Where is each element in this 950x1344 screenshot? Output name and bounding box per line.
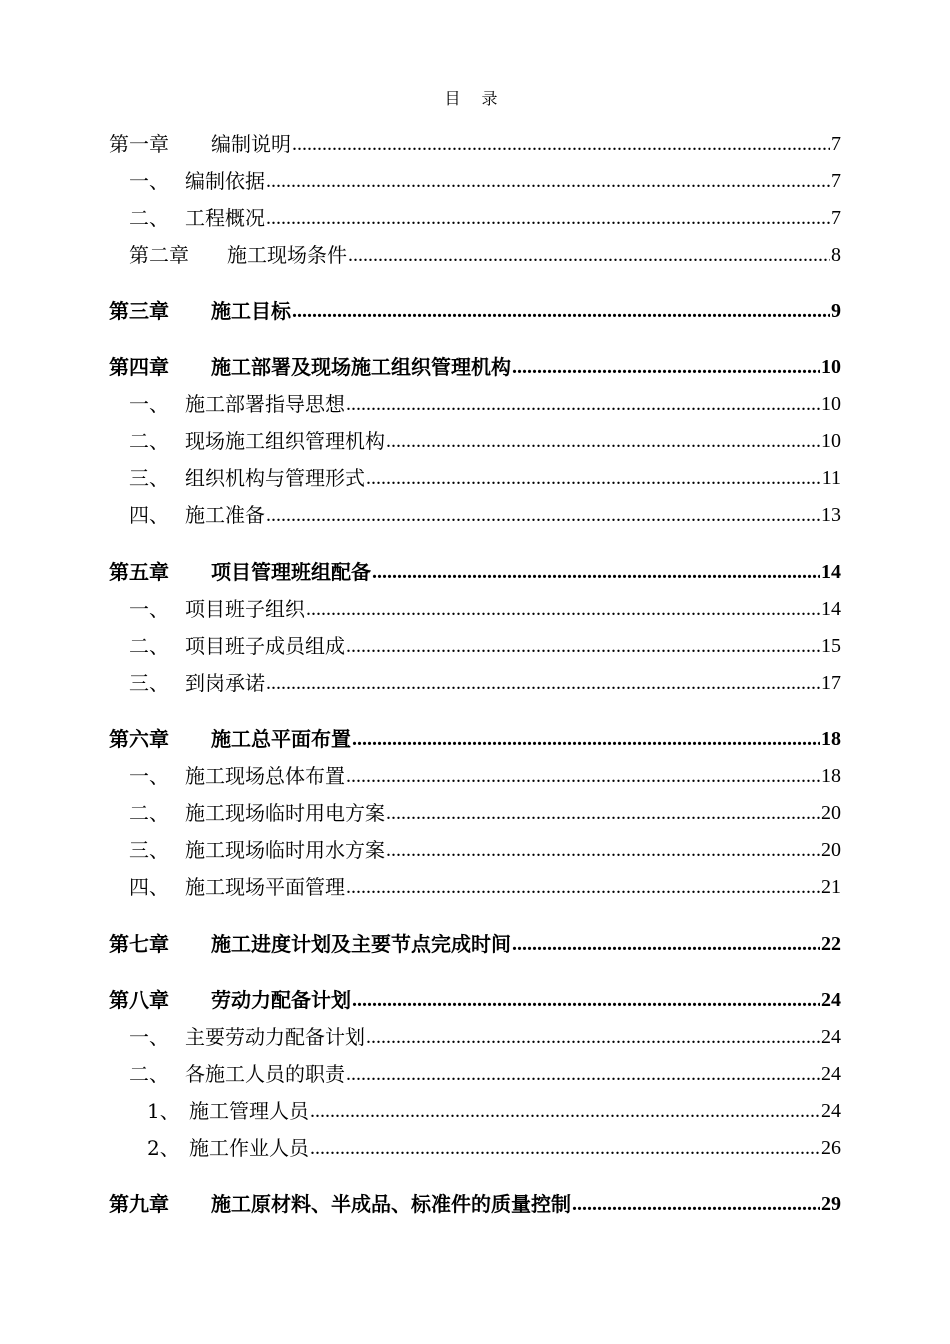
entry-page: 18 [821,765,841,787]
dot-leader [292,131,830,157]
dot-leader [310,1098,820,1124]
entry-label: 编制说明 [211,132,291,156]
toc-entry[interactable] [129,238,841,268]
dot-leader [372,559,820,585]
dot-leader [266,205,830,231]
entry-number: 第四章 [109,355,169,379]
entry-label: 施工总平面布置 [211,727,351,751]
toc-entry[interactable] [129,498,841,528]
dot-leader [366,465,821,491]
entry-number: 四、 [129,503,169,527]
entry-number: 第六章 [109,727,169,751]
entry-page: 7 [831,133,841,155]
entry-page: 24 [821,989,841,1011]
entry-number: 一、 [129,597,169,621]
entry-label: 主要劳动力配备计划 [185,1025,365,1049]
entry-page: 10 [821,356,841,378]
toc-entry[interactable] [129,1057,841,1087]
entry-number: 第九章 [109,1192,169,1216]
entry-number: 二、 [129,429,169,453]
entry-label: 施工现场平面管理 [185,875,345,899]
entry-page: 8 [831,244,841,266]
entry-number: 二、 [129,634,169,658]
toc-entry[interactable] [109,1187,841,1217]
entry-page: 21 [821,876,841,898]
entry-label: 到岗承诺 [185,671,265,695]
entry-label: 现场施工组织管理机构 [185,429,385,453]
toc-entry[interactable] [147,1131,841,1161]
entry-label: 施工现场临时用水方案 [185,838,385,862]
dot-leader [306,596,820,622]
entry-label: 施工准备 [185,503,265,527]
entry-number: 一、 [129,1025,169,1049]
entry-number: 第七章 [109,932,169,956]
dot-leader [346,763,820,789]
toc-entry[interactable] [147,1094,841,1124]
entry-number: 第三章 [109,299,169,323]
dot-leader [292,298,830,324]
entry-page: 10 [821,430,841,452]
toc-entry[interactable] [109,294,841,324]
toc-entry[interactable] [129,164,841,194]
dot-leader [346,874,820,900]
entry-label: 施工原材料、半成品、标准件的质量控制 [211,1192,571,1216]
entry-page: 24 [821,1026,841,1048]
entry-number: 二、 [129,206,169,230]
entry-label: 各施工人员的职责 [185,1062,345,1086]
entry-number: 2、 [147,1136,180,1160]
toc-entry[interactable] [129,424,841,454]
entry-number: 二、 [129,1062,169,1086]
entry-label: 施工目标 [211,299,291,323]
toc-entry[interactable] [129,870,841,900]
dot-leader [386,800,820,826]
entry-page: 13 [821,504,841,526]
entry-number: 一、 [129,169,169,193]
toc-entry[interactable] [109,350,841,380]
toc-entry[interactable] [129,759,841,789]
entry-label: 施工部署及现场施工组织管理机构 [211,355,511,379]
entry-label: 编制依据 [185,169,265,193]
toc-entry[interactable] [109,927,841,957]
entry-label: 项目班子成员组成 [185,634,345,658]
toc-entry[interactable] [109,722,841,752]
entry-page: 15 [821,635,841,657]
entry-number: 三、 [129,466,169,490]
dot-leader [386,837,820,863]
entry-page: 24 [821,1100,841,1122]
entry-label: 劳动力配备计划 [211,988,351,1012]
entry-number: 三、 [129,671,169,695]
entry-number: 第二章 [129,243,189,267]
entry-number: 第五章 [109,560,169,584]
entry-label: 施工部署指导思想 [185,392,345,416]
dot-leader [266,168,830,194]
entry-page: 7 [831,170,841,192]
entry-page: 9 [831,300,841,322]
dot-leader [366,1024,820,1050]
entry-page: 22 [821,933,841,955]
toc-entry[interactable] [129,796,841,826]
toc-entry[interactable] [109,983,841,1013]
toc-entry[interactable] [109,555,841,585]
toc-entry[interactable] [129,629,841,659]
dot-leader [346,391,820,417]
entry-page: 7 [831,207,841,229]
toc-entry[interactable] [129,592,841,622]
entry-label: 项目管理班组配备 [211,560,371,584]
entry-number: 第一章 [109,132,169,156]
entry-label: 施工进度计划及主要节点完成时间 [211,932,511,956]
dot-leader [348,242,830,268]
entry-page: 26 [821,1137,841,1159]
dot-leader [352,987,820,1013]
entry-page: 11 [821,467,841,489]
entry-number: 三、 [129,838,169,862]
entry-page: 29 [821,1193,841,1215]
entry-label: 施工现场条件 [227,243,347,267]
dot-leader [266,502,820,528]
toc-entry[interactable] [129,461,841,491]
entry-label: 施工作业人员 [189,1136,309,1160]
dot-leader [352,726,820,752]
entry-page: 20 [821,839,841,861]
entry-page: 10 [821,393,841,415]
entry-number: 第八章 [109,988,169,1012]
entry-number: 一、 [129,392,169,416]
dot-leader [346,1061,820,1087]
entry-page: 17 [821,672,841,694]
toc-entry[interactable] [129,833,841,863]
entry-number: 四、 [129,875,169,899]
entry-page: 18 [821,728,841,750]
entry-number: 一、 [129,764,169,788]
entry-page: 20 [821,802,841,824]
dot-leader [512,354,820,380]
toc-entry[interactable] [129,201,841,231]
dot-leader [512,931,820,957]
toc-entry[interactable] [129,666,841,696]
entry-number: 二、 [129,801,169,825]
entry-page: 24 [821,1063,841,1085]
dot-leader [386,428,820,454]
entry-page: 14 [821,598,841,620]
toc-title: 目 录 [444,89,506,108]
dot-leader [310,1135,820,1161]
entry-label: 施工现场临时用电方案 [185,801,385,825]
toc-entry[interactable] [129,387,841,417]
entry-label: 工程概况 [185,206,265,230]
dot-leader [346,633,820,659]
entry-label: 施工管理人员 [189,1099,309,1123]
dot-leader [572,1191,820,1217]
entry-label: 项目班子组织 [185,597,305,621]
entry-page: 14 [821,561,841,583]
toc-entry[interactable] [129,1020,841,1050]
entry-number: 1、 [147,1099,180,1123]
entry-label: 组织机构与管理形式 [185,466,365,490]
toc-entry[interactable] [109,127,841,157]
dot-leader [266,670,820,696]
entry-label: 施工现场总体布置 [185,764,345,788]
